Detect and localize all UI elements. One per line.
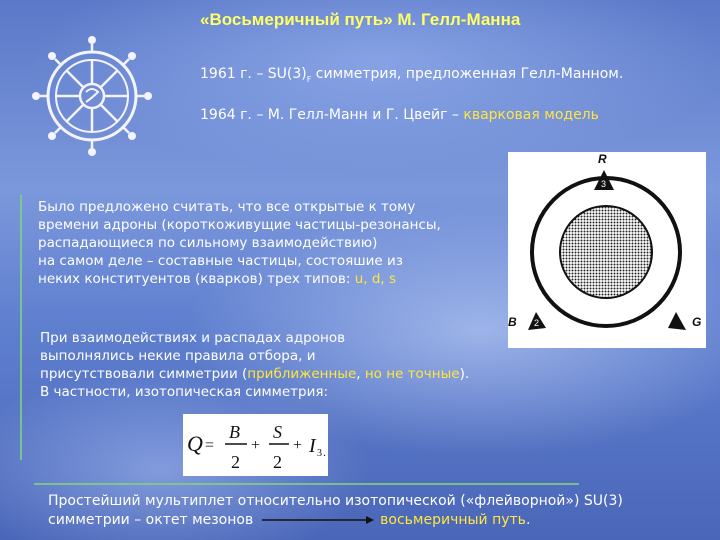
formula-plus-2: +: [293, 437, 303, 454]
paragraph-symmetry-line-3-e: ).: [459, 366, 470, 382]
history-line-2-text: 1964 г. – М. Гелл-Манн и Г. Цвейг –: [200, 107, 464, 123]
paragraph-hadrons-line-5-text: неких конституентов (кварков) трех типов:: [38, 271, 355, 287]
quark-g-marker: [668, 312, 686, 330]
bottom-horizontal-rule: [34, 483, 579, 485]
formula-plus-1: +: [251, 437, 261, 454]
history-line-1-subscript: F: [306, 74, 312, 84]
quark-model-highlight: кварковая модель: [463, 107, 599, 123]
paragraph-symmetry: [40, 329, 469, 401]
formula-two-2: 2: [273, 452, 282, 472]
formula-two-1: 2: [231, 452, 240, 472]
bottom-line-2-text: симметрии – октет мезонов: [48, 512, 254, 528]
eightfold-way-highlight: восьмеричный путь: [380, 512, 526, 528]
hadron-core: [560, 206, 652, 298]
quark-color-diagram: [508, 152, 706, 348]
paragraph-symmetry-line-3-c: ,: [356, 366, 365, 382]
formula-b: B: [229, 422, 240, 442]
formula-sub-3: 3: [317, 448, 322, 459]
bottom-line-2: [48, 511, 623, 530]
paragraph-symmetry-line-3: [40, 365, 469, 383]
formula-q: Q: [187, 431, 203, 456]
paragraph-hadrons-line-2: времени адроны (короткоживущие частицы-резонансы,: [38, 217, 441, 233]
arrow-right-icon: [258, 514, 376, 526]
approximate-highlight: приближенные: [247, 366, 357, 382]
paragraph-hadrons: [38, 198, 441, 288]
page-title: «Восьмеричный путь» М. Гелл-Манна: [200, 10, 521, 29]
bottom-line-1: Простейший мультиплет относительно изотопической («флейворной») SU(3): [48, 493, 623, 509]
formula-i: I: [309, 435, 316, 457]
bottom-line-2-end: .: [525, 512, 531, 528]
paragraph-symmetry-line-2: выполнялись некие правила отбора, и: [40, 348, 316, 364]
not-exact-highlight: но не точные: [364, 366, 460, 382]
quark-types-highlight: u, d, s: [354, 271, 397, 287]
history-line-1-text: 1961 г. – SU(3): [200, 66, 307, 82]
label-r: R: [598, 152, 607, 166]
paragraph-symmetry-line-3-a: присутствовали симметрии (: [40, 366, 248, 382]
left-vertical-rule: [20, 195, 22, 460]
paragraph-hadrons-line-4: на самом деле – составные частицы, состояшие из: [38, 253, 403, 269]
bottom-paragraph: [48, 492, 623, 530]
paragraph-symmetry-line-4: В частности, изотопическая симметрия:: [40, 384, 329, 400]
paragraph-hadrons-line-1: Было предложено считать, что все открытые к тому: [38, 199, 416, 215]
num-r: 3: [601, 179, 607, 189]
paragraph-hadrons-line-3: распадающиеся по сильному взаимодействию): [38, 235, 378, 251]
label-b: B: [508, 315, 517, 329]
formula-eq: =: [205, 437, 215, 454]
paragraph-hadrons-line-5: [38, 270, 441, 288]
history-line-2: [200, 107, 599, 123]
gell-mann-nishijima-formula: [183, 414, 328, 476]
history-line-1: [200, 66, 623, 84]
num-b: 2: [534, 318, 540, 328]
dharma-wheel-logo: [32, 36, 152, 156]
label-g: G: [692, 315, 702, 329]
formula-s: S: [273, 422, 282, 442]
formula-dot: .: [323, 445, 326, 459]
paragraph-symmetry-line-1: При взаимодействиях и распадах адронов: [40, 330, 346, 346]
history-line-1-rest: симметрия, предложенная Гелл-Манном.: [311, 66, 624, 82]
